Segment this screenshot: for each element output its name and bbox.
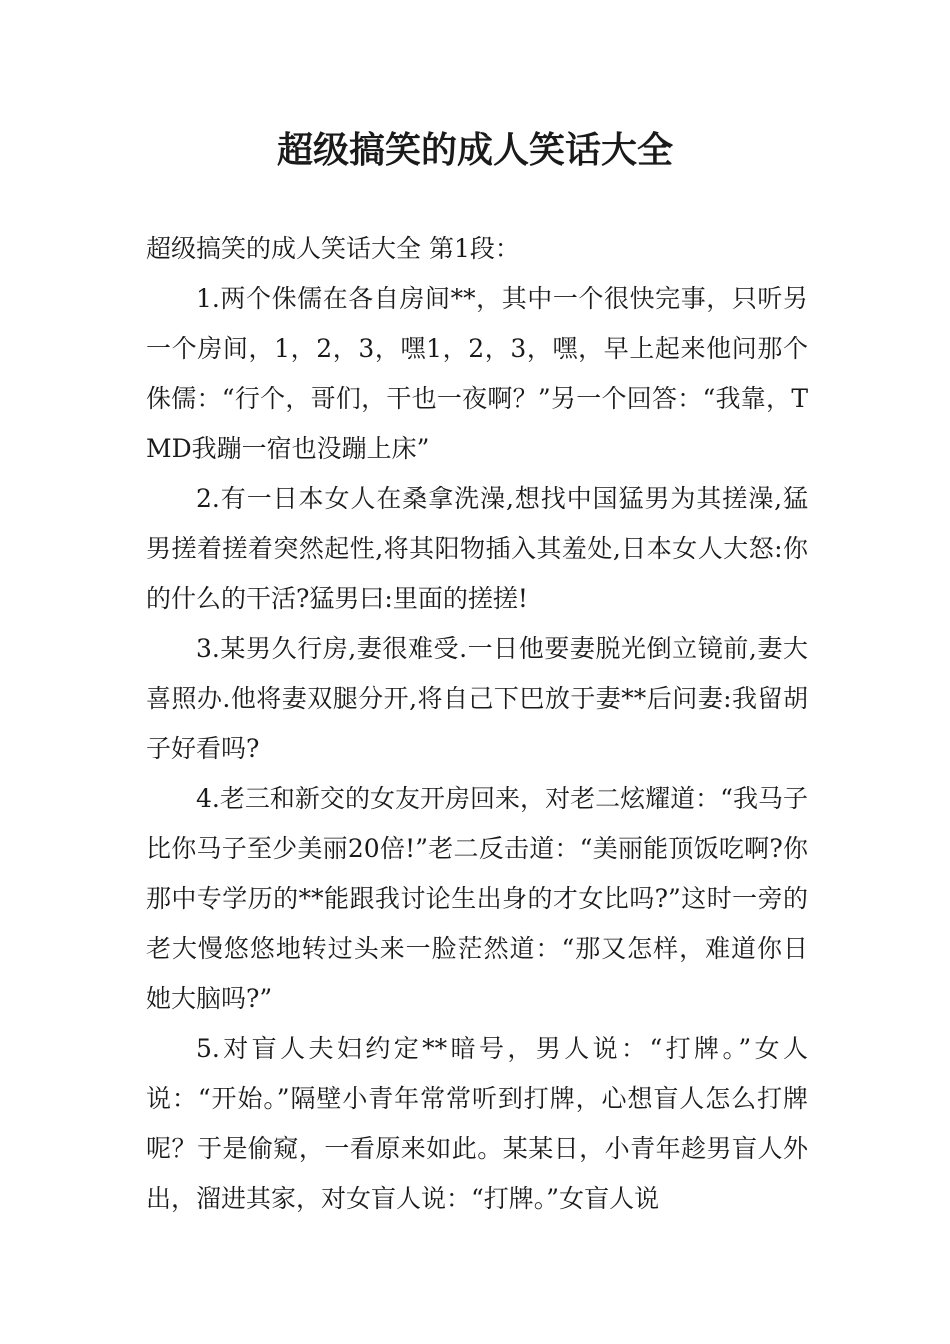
- joke-paragraph-2: 2.有一日本女人在桑拿洗澡,想找中国猛男为其搓澡,猛男搓着搓着突然起性,将其阳物插入其羞处,日本女人大怒:你的什么的干活?猛男曰:里面的搓搓!: [146, 484, 808, 613]
- document-body: [146, 224, 808, 1224]
- joke-paragraph-3: 3.某男久行房,妻很难受.一日他要妻脱光倒立镜前,妻大喜照办.他将妻双腿分开,将自己下巴放于妻**后问妻:我留胡子好看吗?: [146, 634, 808, 763]
- document-title: 超级搞笑的成人笑话大全: [276, 130, 673, 171]
- section-heading: 超级搞笑的成人笑话大全 第1段：: [146, 234, 520, 263]
- joke-paragraph-1: 1.两个侏儒在各自房间**，其中一个很快完事，只听另一个房间，1，2，3，嘿1，2，3，嘿，早上起来他问那个侏儒：“行个，哥们，干也一夜啊？”另一个回答：“我靠，TMD我蹦一宿也没蹦上床”: [146, 284, 808, 463]
- joke-paragraph-4: 4.老三和新交的女友开房回来，对老二炫耀道：“我马子比你马子至少美丽20倍!”老二反击道：“美丽能顶饭吃啊?你那中专学历的**能跟我讨论生出身的才女比吗?”这时一旁的老大慢悠悠地转过头来一脸茫然道：“那又怎样，难道你日她大脑吗?”: [146, 784, 808, 1013]
- joke-paragraph-5: 5.对盲人夫妇约定**暗号，男人说：“打牌。”女人说：“开始。”隔壁小青年常常听到打牌，心想盲人怎么打牌呢？于是偷窥，一看原来如此。某某日，小青年趁男盲人外出，溜进其家，对女盲人说：“打牌。”女盲人说: [146, 1034, 808, 1213]
